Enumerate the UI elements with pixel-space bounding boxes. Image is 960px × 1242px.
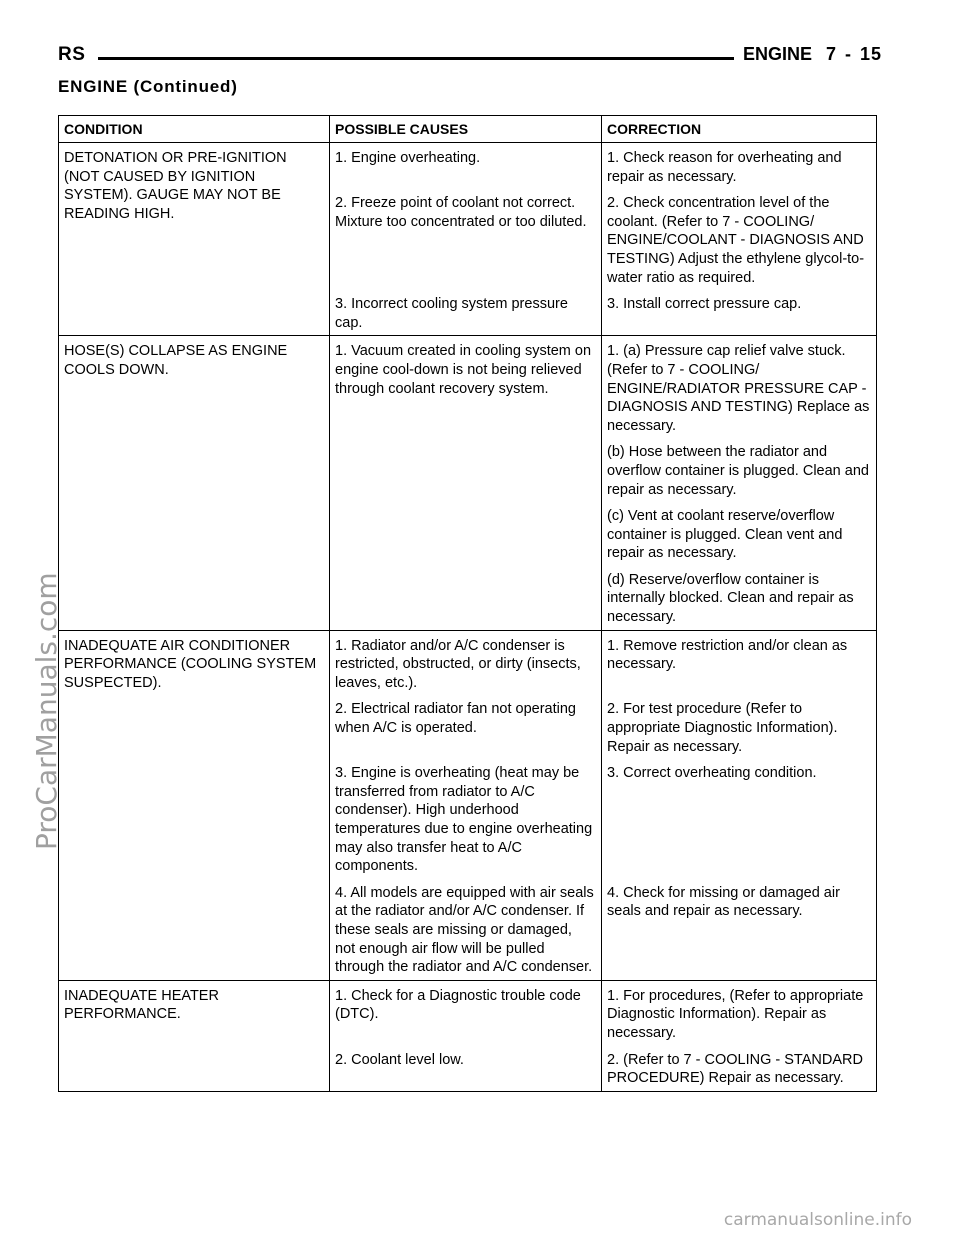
condition-cell: INADEQUATE AIR CONDITIONER PERFORMANCE (COOLING SYSTEM SUSPECTED). (59, 630, 330, 980)
cause-cell: 2. Electrical radiator fan not operating when A/C is operated. (330, 700, 602, 764)
cause-cell: 1. Engine overheating. (330, 143, 602, 195)
cause-cell: 2. Coolant level low. (330, 1051, 602, 1092)
section-title: ENGINE (Continued) (58, 77, 238, 96)
correction-cell: 3. Install correct pressure cap. (602, 295, 877, 336)
header-chapter-title: ENGINE (743, 44, 813, 64)
footer-watermark: carmanualsonline.info (723, 1210, 912, 1230)
table-row (59, 336, 877, 443)
correction-cell: 2. (Refer to 7 - COOLING - STANDARD PROCEDURE) Repair as necessary. (602, 1051, 877, 1092)
correction-cell: (b) Hose between the radiator and overflow container is plugged. Clean and repair as necessary. (602, 443, 877, 507)
correction-cell: 1. Check reason for overheating and repair as necessary. (602, 143, 877, 195)
correction-cell: 2. Check concentration level of the coolant. (Refer to 7 - COOLING/ ENGINE/COOLANT - DIAGNOSIS AND TESTING) Adjust the ethylene glycol-to-water ratio as required. (602, 194, 877, 295)
column-header-possible-causes: POSSIBLE CAUSES (330, 116, 602, 143)
correction-cell: (c) Vent at coolant reserve/overflow container is plugged. Clean vent and repair as necessary. (602, 507, 877, 571)
column-header-condition: CONDITION (59, 116, 330, 143)
table-row (59, 630, 877, 700)
cause-cell: 2. Freeze point of coolant not correct. Mixture too concentrated or too diluted. (330, 194, 602, 295)
cause-cell: 3. Engine is overheating (heat may be transferred from radiator to A/C condenser). High underhood temperatures due to engine overheating may also transfer heat to A/C components. (330, 764, 602, 884)
page-number: 7 - 15 (826, 44, 883, 64)
cause-cell: 1. Radiator and/or A/C condenser is restricted, obstructed, or dirty (insects, leaves, etc.). (330, 630, 602, 700)
header-title-group (743, 44, 882, 65)
correction-cell: 1. Remove restriction and/or clean as necessary. (602, 630, 877, 700)
correction-cell: 3. Correct overheating condition. (602, 764, 877, 884)
cause-cell: 1. Check for a Diagnostic trouble code (DTC). (330, 980, 602, 1050)
side-watermark: ProCarManuals.com (30, 572, 63, 850)
correction-cell: 2. For test procedure (Refer to appropriate Diagnostic Information). Repair as necessary. (602, 700, 877, 764)
header-rule (98, 57, 734, 60)
column-header-correction: CORRECTION (602, 116, 877, 143)
cause-cell (330, 443, 602, 507)
cause-cell: 4. All models are equipped with air seals at the radiator and/or A/C condenser. If these seals are missing or damaged, not enough air flow will be pulled through the radiator and A/C condenser. (330, 884, 602, 980)
correction-cell: 1. For procedures, (Refer to appropriate Diagnostic Information). Repair as necessary. (602, 980, 877, 1050)
condition-cell: DETONATION OR PRE-IGNITION (NOT CAUSED BY IGNITION SYSTEM). GAUGE MAY NOT BE READING HIGH. (59, 143, 330, 336)
cause-cell: 3. Incorrect cooling system pressure cap. (330, 295, 602, 336)
condition-cell: INADEQUATE HEATER PERFORMANCE. (59, 980, 330, 1091)
correction-cell: 1. (a) Pressure cap relief valve stuck. (Refer to 7 - COOLING/ ENGINE/RADIATOR PRESSURE CAP - DIAGNOSIS AND TESTING) Replace as necessary. (602, 336, 877, 443)
diagnosis-table (58, 115, 877, 1092)
table-row (59, 143, 877, 195)
condition-cell: HOSE(S) COLLAPSE AS ENGINE COOLS DOWN. (59, 336, 330, 630)
cause-cell: 1. Vacuum created in cooling system on engine cool-down is not being relieved through coolant recovery system. (330, 336, 602, 443)
cause-cell (330, 571, 602, 630)
header-section-code: RS (58, 44, 86, 65)
table-row (59, 980, 877, 1050)
correction-cell: 4. Check for missing or damaged air seals and repair as necessary. (602, 884, 877, 980)
table-header-row (59, 116, 877, 143)
correction-cell: (d) Reserve/overflow container is internally blocked. Clean and repair as necessary. (602, 571, 877, 630)
cause-cell (330, 507, 602, 571)
